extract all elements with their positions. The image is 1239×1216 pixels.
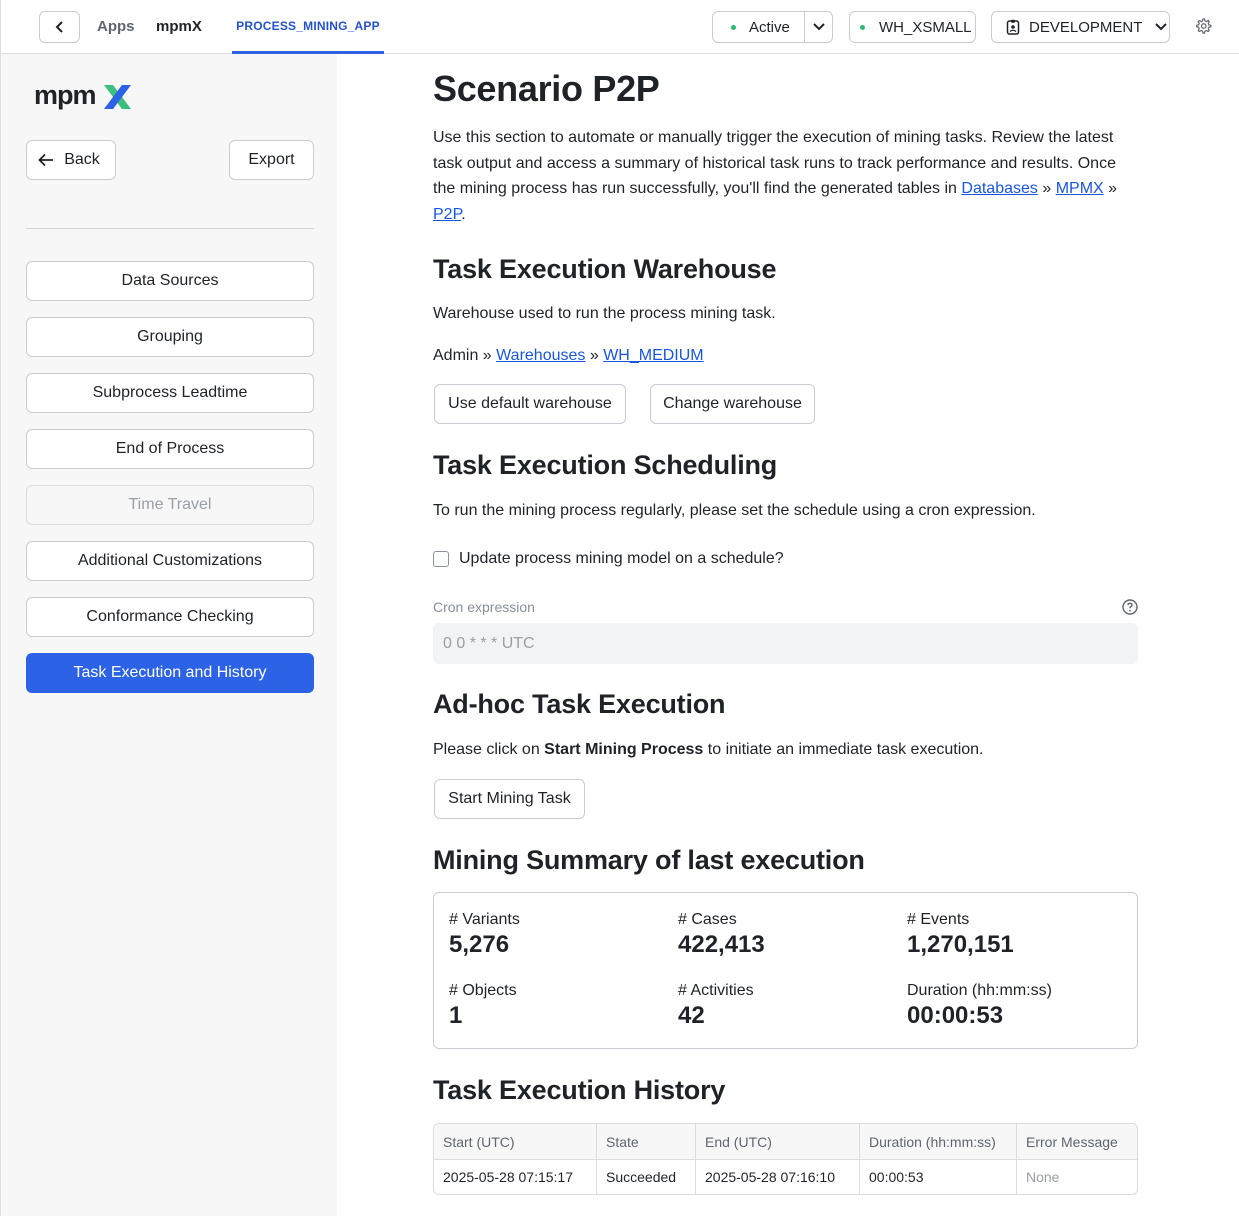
table-cell: 00:00:53 — [860, 1160, 1017, 1194]
breadcrumb-apps[interactable]: Apps — [97, 18, 135, 35]
link-mpmx[interactable]: MPMX — [1055, 180, 1104, 197]
metric-value: 00:00:53 — [907, 1002, 1004, 1029]
export-button[interactable]: Export — [229, 140, 314, 180]
back-label: Back — [64, 151, 100, 168]
status-dot-icon — [731, 25, 736, 30]
sidebar — [0, 54, 337, 1216]
intro-text: Use this section to automate or manually trigger the execution of mining tasks. Review the latest task output and access a summary of historical task runs to track performance and results. Once the mining process has run successfully, you'll find the generated tables in Databases » MPMX » P2P. — [433, 129, 1118, 223]
path-prefix: Admin — [433, 347, 479, 364]
badge-icon — [1006, 19, 1020, 35]
gear-icon[interactable] — [1194, 17, 1212, 35]
metric-activities — [678, 982, 754, 1030]
metric-value: 42 — [678, 1002, 705, 1029]
metric-value: 5,276 — [449, 931, 510, 958]
status-dropdown — [712, 11, 833, 43]
warehouse-selector[interactable] — [849, 11, 976, 43]
warehouse-dot-icon — [860, 25, 865, 30]
environment-selector[interactable] — [991, 11, 1170, 43]
metric-objects — [449, 982, 517, 1030]
cron-label: Cron expression — [433, 599, 535, 615]
sidebar-item-subprocess-leadtime[interactable]: Subprocess Leadtime — [26, 373, 314, 413]
schedule-checkbox-row[interactable] — [433, 550, 784, 568]
sidebar-item-data-sources[interactable]: Data Sources — [26, 261, 314, 301]
status-label: Active — [749, 18, 790, 36]
mpmx-logo — [34, 80, 134, 114]
intro-body: Use this section to automate or manually trigger the execution of mining tasks. Review the latest task output and access a summary of historical task runs to track performance and results. Once the mining process has run successfully, you'll find the generated tables in — [433, 129, 1116, 197]
cron-input: 0 0 * * * UTC — [433, 623, 1138, 664]
page-title: Scenario P2P — [433, 68, 660, 109]
table-header — [434, 1124, 1137, 1160]
sidebar-item-additional-customizations[interactable]: Additional Customizations — [26, 541, 314, 581]
metric-label: # Events — [907, 911, 970, 928]
metric-cases — [678, 911, 765, 959]
status-menu-toggle[interactable] — [804, 12, 832, 42]
history-table — [433, 1123, 1138, 1195]
help-icon[interactable] — [1122, 599, 1138, 615]
metric-label: # Cases — [678, 911, 737, 928]
table-cell: Succeeded — [597, 1160, 696, 1194]
table-cell: 2025-05-28 07:15:17 — [434, 1160, 597, 1194]
metric-label: # Objects — [449, 982, 517, 999]
link-databases[interactable]: Databases — [961, 180, 1038, 197]
svg-text:mpm: mpm — [34, 80, 96, 110]
chevron-left-icon — [55, 21, 65, 33]
link-p2p[interactable]: P2P — [433, 205, 462, 223]
environment-label: DEVELOPMENT — [1029, 18, 1143, 36]
warehouse-label: WH_XSMALL — [879, 18, 972, 36]
link-warehouses[interactable]: Warehouses — [496, 347, 586, 364]
table-cell: None — [1026, 1169, 1060, 1185]
start-mining-task-button[interactable]: Start Mining Task — [434, 779, 585, 819]
metric-variants — [449, 911, 520, 959]
chevron-down-icon — [813, 23, 825, 31]
warehouse-heading: Task Execution Warehouse — [433, 254, 777, 284]
mining-summary-card — [433, 892, 1138, 1049]
metric-label: # Activities — [678, 982, 754, 999]
history-heading: Task Execution History — [433, 1075, 726, 1105]
column-header[interactable]: Error Message — [1026, 1133, 1118, 1150]
sidebar-item-grouping[interactable]: Grouping — [26, 317, 314, 357]
scheduling-text: To run the mining process regularly, please set the schedule using a cron expression. — [433, 502, 1036, 519]
sidebar-item-end-of-process[interactable]: End of Process — [26, 429, 314, 469]
sidebar-item-time-travel: Time Travel — [26, 485, 314, 525]
schedule-checkbox[interactable] — [433, 551, 449, 567]
link-wh-medium[interactable]: WH_MEDIUM — [603, 347, 704, 364]
status-button[interactable] — [713, 12, 804, 42]
column-header[interactable]: Duration (hh:mm:ss) — [860, 1124, 1017, 1159]
warehouse-path: Admin » Warehouses » WH_MEDIUM — [433, 347, 704, 364]
breadcrumb-app[interactable]: mpmX — [156, 18, 202, 35]
chevron-down-icon — [1155, 23, 1167, 31]
column-header[interactable]: End (UTC) — [696, 1124, 860, 1159]
metric-label: # Variants — [449, 911, 520, 928]
sidebar-divider — [26, 228, 314, 229]
metric-label: Duration (hh:mm:ss) — [907, 982, 1052, 999]
adhoc-text-before: Please click on — [433, 741, 540, 758]
summary-heading: Mining Summary of last execution — [433, 845, 865, 875]
metric-value: 1,270,151 — [907, 931, 1014, 958]
sidebar-item-conformance-checking[interactable]: Conformance Checking — [26, 597, 314, 637]
adhoc-heading: Ad-hoc Task Execution — [433, 689, 726, 719]
adhoc-text-bold: Start Mining Process — [544, 741, 704, 758]
sidebar-item-task-execution[interactable]: Task Execution and History — [26, 653, 314, 693]
adhoc-text — [433, 737, 1138, 763]
nav-back-button[interactable] — [39, 11, 80, 43]
table-cell: 2025-05-28 07:16:10 — [696, 1160, 860, 1194]
tab-process-mining-app[interactable]: PROCESS_MINING_APP — [232, 0, 384, 54]
back-button[interactable] — [26, 140, 116, 180]
metric-duration — [907, 982, 1052, 1030]
metric-events — [907, 911, 1014, 959]
table-row — [434, 1160, 1137, 1194]
change-warehouse-button[interactable]: Change warehouse — [650, 384, 815, 424]
metric-value: 1 — [449, 1002, 463, 1029]
adhoc-text-after: to initiate an immediate task execution. — [707, 741, 984, 758]
use-default-warehouse-button[interactable]: Use default warehouse — [434, 384, 626, 424]
metric-value: 422,413 — [678, 931, 765, 958]
column-header[interactable]: Start (UTC) — [434, 1124, 597, 1159]
schedule-checkbox-label: Update process mining model on a schedule? — [459, 550, 784, 567]
top-bar — [0, 0, 1239, 54]
arrow-left-icon — [38, 153, 54, 167]
scheduling-heading: Task Execution Scheduling — [433, 450, 778, 480]
warehouse-text: Warehouse used to run the process mining task. — [433, 305, 776, 322]
column-header[interactable]: State — [597, 1124, 696, 1159]
